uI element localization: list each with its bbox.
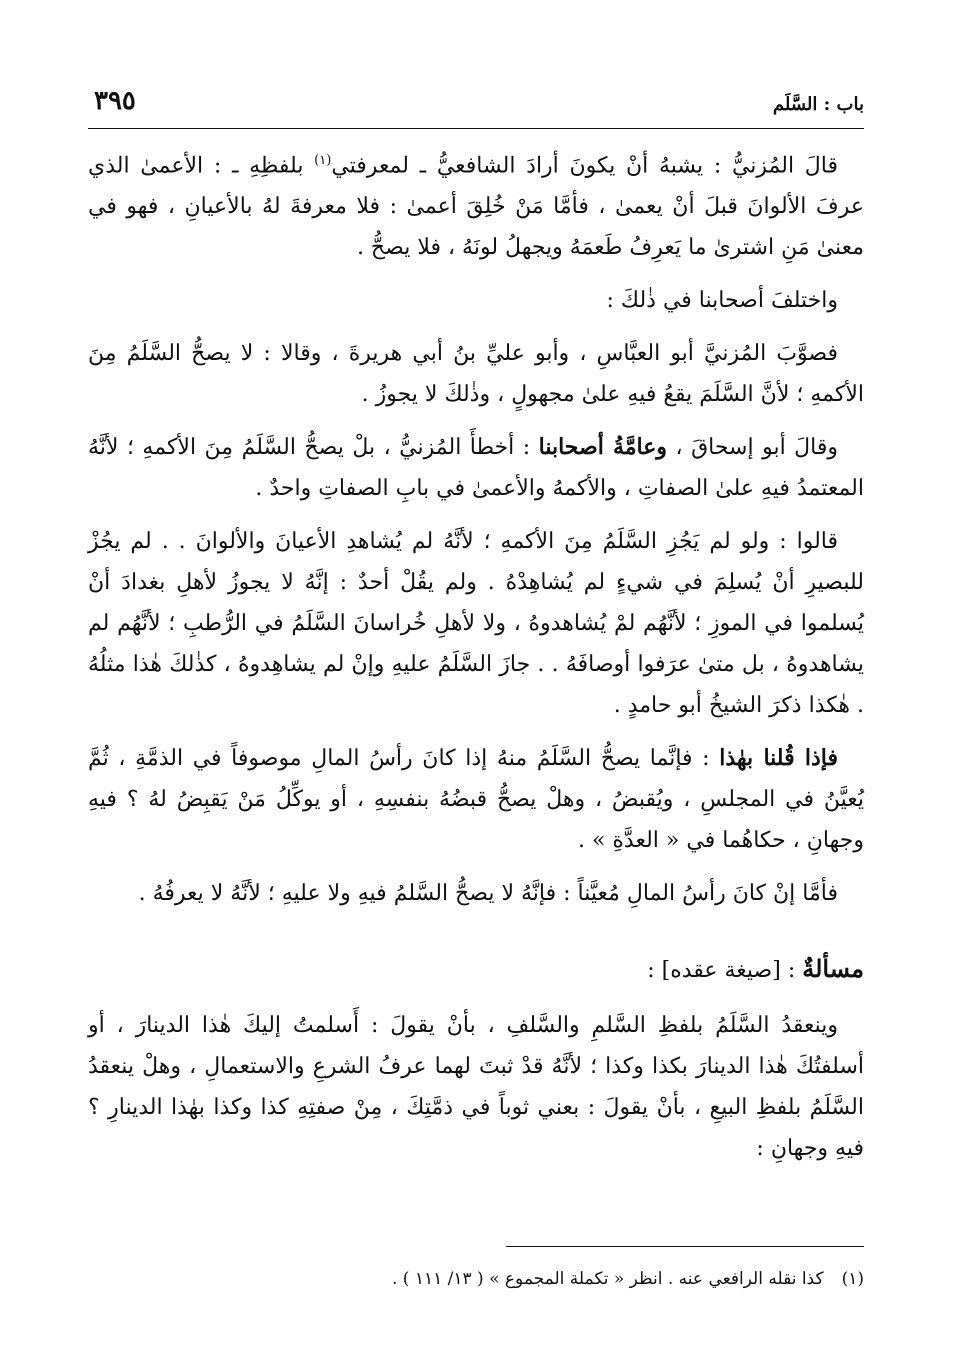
footnote xyxy=(88,1264,864,1294)
para-text: بلفظِهِ ـ : الأعمىٰ الذي عرفَ الألوانَ قبلَ أنْ يعمىٰ ، فأمَّا مَنْ خُلِقَ أعمىٰ : فلا معرفةَ لهُ بالأعيانِ ، فهو في معنىٰ مَنِ اشترىٰ ما يَعرِفُ طَعمَهُ ويجهلُ لونَهُ ، فلا يصحُّ . xyxy=(88,153,864,261)
chapter-title: باب : السَّلَم xyxy=(772,94,864,115)
paragraph-muzani xyxy=(88,140,864,268)
paragraph-yan-aqid: وينعقدُ السَّلَمُ بلفظِ السَّلمِ والسَّلفِ ، بأنْ يقولَ : أَسلمتُ إليكَ هٰذا الدينارَ ، أو أسلفتُكَ هٰذا الدينارَ بكذا وكذا ؛ لأنَّهُ قدْ ثبتَ لهما عرفُ الشرعِ والاستعمالِ ، وهلْ ينعقدُ السَّلَمُ بلفظِ البيعِ ، بأنْ يقولَ : بعني ثوباً في ذمَّتِكَ ، مِنْ صفتِهِ كذا وكذا بهٰذا الدينارِ ؟ فيهِ وجهانِ : xyxy=(88,1013,864,1162)
para-text: : فإنَّما يصحُّ السَّلَمُ منهُ إذا كانَ رأسُ المالِ موصوفاً في الذمَّةِ ، ثُمَّ يُعيَّنُ في المجلسِ ، ويُقبضُ ، وهلْ يصحُّ قبضُهُ بنفسِهِ ، أو يوكِّلُ مَنْ يَقبِضُ لهُ ؟ فيهِ وجهانِ ، حكاهُما في « العدَّةِ » . xyxy=(88,746,864,854)
paragraph-qalu: قالوا : ولو لم يَجُزِ السَّلَمُ مِنَ الأكمهِ ؛ لأنَّهُ لم يُشاهدِ الأعيانَ والألوانَ . . لم يجُزْ للبصيرِ أنْ يُسلِمَ في شيءٍ لم يُشاهِدْهُ . ولم يقُلْ أحدٌ : إنَّهُ لا يجوزُ لأهلِ بغدادَ أنْ يُسلموا في الموزِ ؛ لأنَّهُم لمْ يُشاهدوهُ ، ولا لأهلِ خُراسانَ السَّلَمُ في الرُّطبِ ؛ لأنَّهُم لم يشاهدوهُ ، بل متىٰ عرَفوا أوصافَهُ . . جازَ السَّلَمُ عليهِ وإنْ لم يشاهِدوهُ ، كذٰلكَ هٰذا مثلُهُ . هٰكذا ذكرَ الشيخُ أبو حامدٍ . xyxy=(88,529,864,719)
masala-title: : [صيغة عقده] : xyxy=(647,958,803,984)
header-rule xyxy=(88,128,864,129)
masala-label: مسألةٌ xyxy=(802,954,864,984)
paragraph-mu-ayyan: فأمَّا إنْ كانَ رأسُ المالِ مُعيَّناً : فإنَّهُ لا يصحُّ السَّلمُ فيهِ ولا عليهِ ؛ لأنَّهُ لا يعرفُهُ . xyxy=(138,881,838,907)
page-header xyxy=(88,84,864,124)
bold-phrase: وعامَّةُ أصحابنا xyxy=(538,434,667,461)
paragraph-ikhtilaf: واختلفَ أصحابنا في ذٰلكَ : xyxy=(606,288,838,314)
para-text: وقالَ أبو إسحاقَ ، xyxy=(667,435,838,461)
paragraph-fa-idha xyxy=(88,738,864,861)
main-text xyxy=(88,140,864,1181)
footnote-rule xyxy=(506,1246,864,1247)
paragraph-abul-abbas: فصوَّبَ المُزنيَّ أبو العبَّاسِ ، وأبو عليِّ بنُ أبي هريرةَ ، وقالا : لا يصحُّ السَّلَمُ مِنَ الأكمهِ ؛ لأنَّ السَّلَمَ يقعُ فيهِ علىٰ مجهولٍ ، وذٰلكَ لا يجوزُ . xyxy=(88,341,864,408)
paragraph-abu-ishaq xyxy=(88,427,864,509)
footnote-number: (١) xyxy=(841,1269,864,1289)
footnote-ref[interactable]: (١) xyxy=(314,153,332,168)
para-text: : أخطأَ المُزنيُّ ، بلْ يصحُّ السَّلَمُ مِنَ الأكمهِ ؛ لأنَّهُ المعتمدُ فيهِ علىٰ الصفاتِ ، والأكمهُ والأعمىٰ في بابِ الصفاتِ واحدٌ . xyxy=(88,435,864,502)
footnote-text: كذا نقله الرافعي عنه . انظر « تكملة المجموع » ( ١٣/ ١١١ ) . xyxy=(392,1269,824,1289)
para-text: قالَ المُزنيُّ : يشبهُ أنْ يكونَ أرادَ الشافعيُّ ـ لمعرفتي xyxy=(331,153,838,179)
masala-heading xyxy=(88,948,864,991)
book-page xyxy=(88,84,864,1324)
bold-phrase: فإذا قُلنا بهٰذا xyxy=(719,745,839,772)
page-number: ٣٩٥ xyxy=(94,86,136,116)
